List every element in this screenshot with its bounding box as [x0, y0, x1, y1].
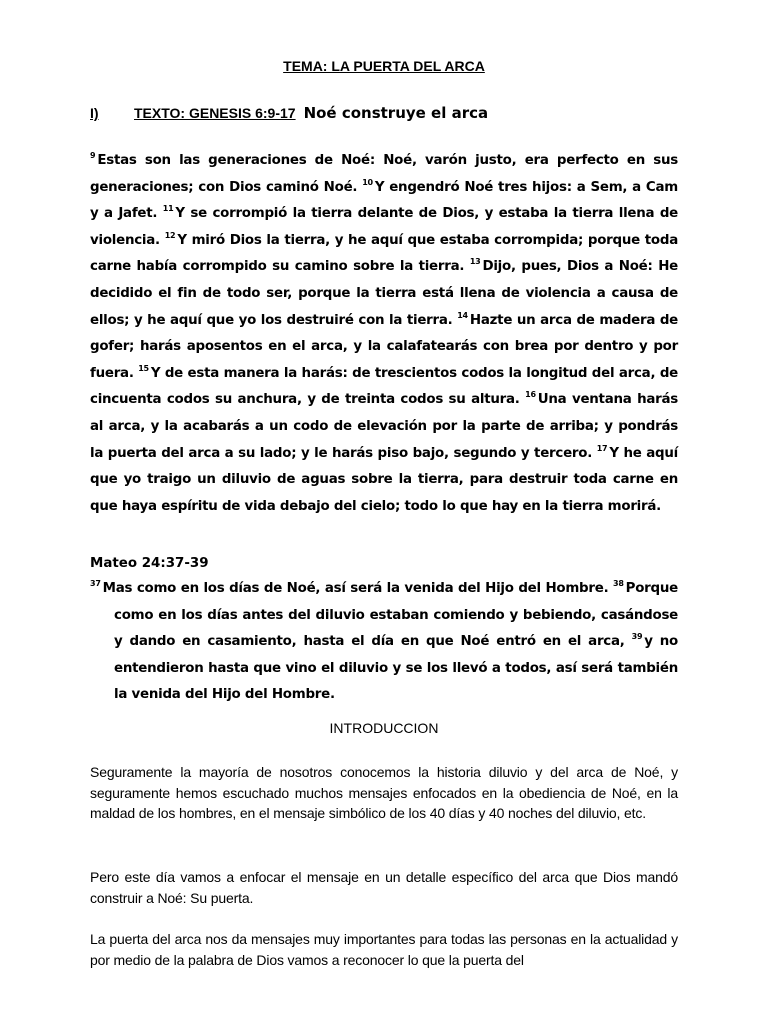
verse-number: 14	[457, 310, 468, 320]
mateo-passage	[90, 576, 678, 709]
verse-text: Dijo, pues, Dios a Noé: He decidido el fin de todo ser, porque la tierra está llena de violencia a causa de ellos; y he aquí que yo los destruiré con la tierra.	[90, 259, 678, 328]
verse-text: Hazte un arca de madera de gofer; harás aposentos en el arca, y la calafatearás con brea por dentro y por fuera.	[90, 312, 679, 381]
section-number: I)	[90, 105, 99, 121]
verse-text: Y se corrompió la tierra delante de Dios, y estaba la tierra llena de violencia.	[90, 206, 679, 248]
verse-text: y no entendieron hasta que vino el diluvio y se los llevó a todos, así será también la venida del Hijo del Hombre.	[114, 634, 678, 703]
verse-text: Y miró Dios la tierra, y he aquí que estaba corrompida; porque toda carne había corrompido su camino sobre la tierra.	[90, 232, 678, 275]
mateo-heading: Mateo 24:37-39	[90, 556, 209, 571]
verse-text: Una ventana harás al arca, y la acabarás a un codo de elevación por la parte de arriba; y pondrás la puerta del arca a su lado; y le harás piso bajo, segundo y tercero.	[90, 392, 679, 461]
verse-text: Mas como en los días de Noé, así será la venida del Hijo del Hombre.	[102, 581, 614, 596]
verse-number: 39	[631, 632, 643, 642]
verse-text: Estas son las generaciones de Noé: Noé, varón justo, era perfecto en sus generaciones; con Dios caminó Noé.	[90, 153, 678, 195]
verse-number: 13	[469, 257, 481, 267]
verse-number: 9	[90, 151, 96, 160]
verse-number: 37	[90, 579, 101, 588]
intro-heading: INTRODUCCION	[329, 720, 439, 736]
verse-text: Y he aquí que yo traigo un diluvio de aguas sobre la tierra, para destruir toda carne en que haya espíritu de vida debajo del cielo; todo lo que hay en la tierra morirá.	[90, 445, 678, 514]
verse-number: 15	[138, 363, 149, 373]
verse-text: Y engendró Noé tres hijos: a Sem, a Cam y a Jafet.	[90, 179, 678, 222]
verse-number: 11	[162, 204, 174, 214]
verse-number: 16	[525, 390, 536, 400]
section-subtitle: Noé construye el arca	[303, 104, 489, 122]
verse-number: 38	[613, 579, 624, 588]
verse-text: Y de esta manera la harás: de trescientos codos la longitud del arca, de cincuenta codos su anchura, y de treinta codos su altura.	[90, 365, 678, 408]
intro-paragraph: Pero este día vamos a enfocar el mensaje en un detalle específico del arca que Dios mandó construir a Noé: Su puerta.	[90, 869, 678, 906]
intro-paragraph: Seguramente la mayoría de nosotros conocemos la historia diluvio y del arca de Noé, y seguramente hemos escuchado muchos mensajes enfocados en la obediencia de Noé, en la maldad de los hombres, en el mensaje simbólico de los 40 días y 40 noches del diluvio, etc.	[90, 764, 678, 821]
section-reference: TEXTO: GENESIS 6:9-17	[134, 105, 296, 121]
verse-text: Porque como en los días antes del diluvio estaban comiendo y bebiendo, casándose y dando en casamiento, hasta el día en que Noé entró en el arca,	[114, 581, 678, 650]
intro-paragraph: La puerta del arca nos da mensajes muy importantes para todas las personas en la actualidad y por medio de la palabra de Dios vamos a reconocer lo que la puerta del	[90, 931, 678, 968]
verse-number: 17	[596, 443, 608, 453]
document-title: TEMA: LA PUERTA DEL ARCA	[283, 58, 485, 74]
verse-number: 12	[164, 230, 176, 240]
verse-number: 10	[362, 177, 373, 187]
genesis-passage	[90, 148, 678, 520]
section-heading	[90, 104, 690, 122]
